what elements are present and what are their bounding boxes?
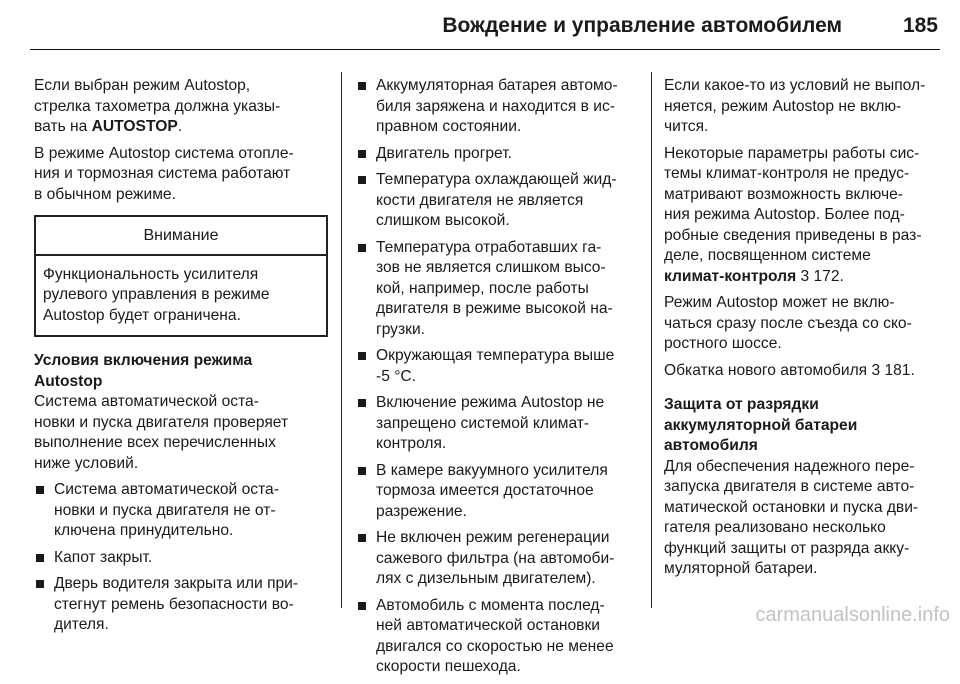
page-number: 185	[902, 14, 938, 37]
bullet-square-icon	[36, 554, 44, 562]
attention-box	[34, 215, 328, 337]
list-item: Окружающая температура выше -5 °C.	[356, 346, 638, 387]
climate-control-link[interactable]: климат-контроля	[664, 267, 797, 285]
autostop-conditions-heading: Условия включения режима Autostop	[34, 352, 253, 390]
page-reference: 3 172.	[796, 267, 844, 285]
bullet-square-icon	[36, 580, 44, 588]
list-item: Температура охлаждающей жид- кости двигателя не является слишком высокой.	[356, 170, 638, 232]
battery-protection-paragraph: Для обеспечения надежного пере- запуска двигателя в системе авто- матической остановки и пуска дви- гателя реализовано несколько функций защиты от разряда акку- муляторной батареи.	[664, 457, 919, 577]
column-right	[664, 76, 942, 586]
attention-title: Внимание	[36, 217, 326, 256]
list-item: Не включен режим регенерации сажевого фильтра (на автомоби- лях с дизельным двигателем).	[356, 528, 638, 590]
page-header-title: Вождение и управление автомобилем	[442, 14, 842, 37]
header-rule	[30, 49, 940, 50]
list-item: Температура отработавших га- зов не является слишком высо- кой, например, после работы двигателя в режиме высокой на- грузки.	[356, 238, 638, 341]
column-left	[34, 76, 328, 642]
attention-body: Функциональность усилителя рулевого управления в режиме Autostop будет ограничена.	[43, 265, 270, 324]
list-item: Двигатель прогрет.	[356, 144, 638, 165]
list-item: Аккумуляторная батарея автомо- биля заряжена и находится в ис- правном состоянии.	[356, 76, 638, 138]
list-item: В камере вакуумного усилителя тормоза имеется достаточное разрежение.	[356, 461, 638, 523]
list-item: Автомобиль с момента послед- ней автоматической остановки двигался со скоростью не менее скорости пешехода.	[356, 596, 638, 678]
break-in-paragraph: Обкатка нового автомобиля 3 181.	[664, 361, 915, 379]
bullet-square-icon	[36, 486, 44, 494]
bullet-square-icon	[358, 82, 366, 90]
bullet-square-icon	[358, 467, 366, 475]
autostop-label: AUTOSTOP	[91, 118, 178, 135]
highway-exit-paragraph: Режим Autostop может не вклю- чаться сразу после съезда со ско- ростного шоссе.	[664, 294, 912, 352]
bullet-square-icon	[358, 352, 366, 360]
watermark: carmanualsonline.info	[755, 604, 950, 626]
list-item: Включение режима Autostop не запрещено системой климат- контроля.	[356, 393, 638, 455]
list-item: Дверь водителя закрыта или при- стегнут ремень безопасности во- дителя.	[34, 574, 328, 636]
bullet-square-icon	[358, 534, 366, 542]
column-middle	[356, 76, 638, 684]
climate-control-paragraph: Некоторые параметры работы сис- темы климат-контроля не предус- матривают возможность включе- ния режима Autostop. Более под- робные сведения приведены в раз- деле, посвященном системе климат-контроля 3 172.	[664, 144, 922, 285]
bullet-square-icon	[358, 244, 366, 252]
bullet-square-icon	[358, 150, 366, 158]
list-item: Система автоматической оста- новки и пуска двигателя не от- ключена принудительно.	[34, 480, 328, 542]
bullet-square-icon	[358, 176, 366, 184]
bullet-square-icon	[358, 399, 366, 407]
list-item: Капот закрыт.	[34, 548, 328, 569]
conditions-intro-paragraph: Система автоматической оста- новки и пуска двигателя проверяет выполнение всех перечисленных ниже условий.	[34, 393, 289, 472]
column-divider-right	[651, 72, 652, 608]
column-divider-left	[341, 72, 342, 608]
bullet-square-icon	[358, 602, 366, 610]
autostop-tachometer-paragraph: Если выбран режим Autostop, стрелка тахометра должна указы- вать на AUTOSTOP.	[34, 77, 281, 135]
heating-brake-paragraph: В режиме Autostop система отопле- ния и тормозная система работают в обычном режиме.	[34, 144, 294, 203]
battery-protection-heading: Защита от разрядки аккумуляторной батареи автомобиля	[664, 396, 858, 454]
condition-failure-paragraph: Если какое-то из условий не выпол- няется, режим Autostop не вклю- чится.	[664, 77, 926, 135]
